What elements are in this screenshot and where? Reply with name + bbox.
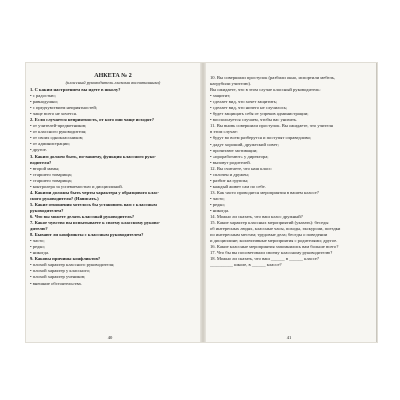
text-line: • сплочен и дружен; [210,171,249,177]
text-line: • «проработают» у директора; [210,153,269,159]
text-line: • второй мамы; [30,165,60,171]
left-page [30,63,196,342]
text-line: водителя? [30,159,52,165]
text-line: по интересным местам; трудовые дела; беседы о поведении [210,232,328,238]
text-line: • прочитают мотивации; [210,147,258,153]
text-line: • от учителей-предметников; [30,123,87,129]
text-line: • никогда. [210,208,230,214]
text-line: • равнодушно; [30,99,59,105]
left-page-text [30,87,196,287]
page-number-left: 40 [107,335,113,340]
text-line: • внешние обстоятельства. [30,280,82,286]
text-line: • редко; [30,244,45,250]
questionnaire-subtitle: (классный руководитель глазами воспитанника) [65,80,161,85]
text-line: • с радостью; [30,93,56,99]
text-line: • другое. [30,147,47,153]
text-line: 13. Как часто проводятся мероприятия в вашем классе? [210,189,319,195]
text-line: • будут во всем разберутся и поступят справедливо; [210,135,312,141]
text-line: 4. Какими должны быть черты характера у образцового клас- [30,189,160,195]
text-line: Вы ожидаете, что в этом случае классный руководитель: [210,87,321,93]
text-line: 8. Бывают ли конфликты с классным руководителем? [30,232,144,238]
text-line: 1. С каким настроением вы идете в школу? [30,87,121,92]
page-number-right: 41 [286,335,292,340]
text-line: • плохой характер у классного; [30,268,91,274]
text-line: • от администрации; [30,141,70,147]
text-line: __________ школе, в ______ классе? [210,262,282,268]
text-line: 18. Можно ли сказать, что ваш ______ в ______ классе? [210,256,319,262]
text-line: • защитит; [210,93,231,99]
right-page [210,63,372,342]
text-line: и дисциплине; коллективные мероприятия с родителями; другое. [210,238,338,244]
text-line: 17. Что бы вы посоветовали своему классному руководителю? [210,250,333,256]
text-line: 5. Какие отношения хотелось бы установить вам с классным [30,201,157,207]
text-line: • воспользуется случаем, чтобы вас унизить. [210,117,298,123]
text-line: • никогда. [30,250,50,256]
text-line: • с предчувствием неприятностей; [30,105,98,111]
text-line: • часто; [30,238,45,244]
text-line: • дадут хороший, дружеский совет; [210,141,279,147]
text-line: 3. Каким должен быть, по-вашему, функция классного руко- [30,153,157,159]
text-line: • будет защищать себя от упреков администрации; [210,111,309,117]
text-line: об интересных людях, классные часы, походы, экскурсии, поездки [210,226,341,232]
questionnaire-title: АНКЕТА № 2 [94,73,132,79]
text-line: • каждый живет сам по себе. [210,183,266,189]
text-line: • часто; [210,195,225,201]
text-line: 15. Какие характер классных мероприятий (указать): беседы [210,220,329,226]
text-line: • плохой характер учеников; [30,274,86,280]
text-line: дителю? [30,226,48,232]
book-gutter [200,63,206,342]
text-line: 6. Что вы можете делать классный руководитель? [30,213,135,219]
text-line: 12. Вы считаете, что наш класс: [210,165,273,171]
text-line: в этом случае: [210,129,238,135]
text-line: • старшего товарища; [30,171,72,177]
text-line: • сделает вид, что ничего не случилось; [210,105,288,111]
text-line: 2. Если случается неприятность, от кого они чаще исходят? [30,117,155,123]
text-line: • вызовут родителей. [210,159,251,165]
text-line: • сделает вид, что хочет защитить; [210,99,278,105]
text-line: • редко; [210,201,225,207]
right-page-text [210,75,372,269]
text-line: • чаще всего не хочется. [30,111,77,117]
text-line: 9. Каковы причины конфликтов? [30,256,101,262]
text-line: • контролера за успеваемостью и дисциплиной. [30,183,123,189]
text-line: 14. Можно ли сказать, что ваш класс дружный? [210,214,303,220]
book-spread [26,63,377,342]
text-line: • от своих одноклассников; [30,135,84,141]
text-line: 7. Какое чувство вы испытываете к своему классному руково- [30,220,161,226]
text-line: 10. Вы совершили проступок (разбили окно, испортили мебель, [210,75,336,80]
text-line: 16. Какие классные мероприятия запомнились вам больше всего? [210,244,339,250]
text-line: сного руководителя? (Написать.) [30,195,99,201]
text-line: нагрубили учителю). [210,81,252,87]
text-line: • разбит на группы; [210,177,249,183]
text-line: • старшего товарища; [30,177,72,183]
text-line: 11. Вы вновь совершили проступок. Вы ожидаете, что учителя [210,123,333,129]
text-line: • от классного руководителя; [30,129,87,135]
text-line: • плохой характер классного руководителя; [30,262,115,268]
text-line: руководителем? [30,207,64,213]
